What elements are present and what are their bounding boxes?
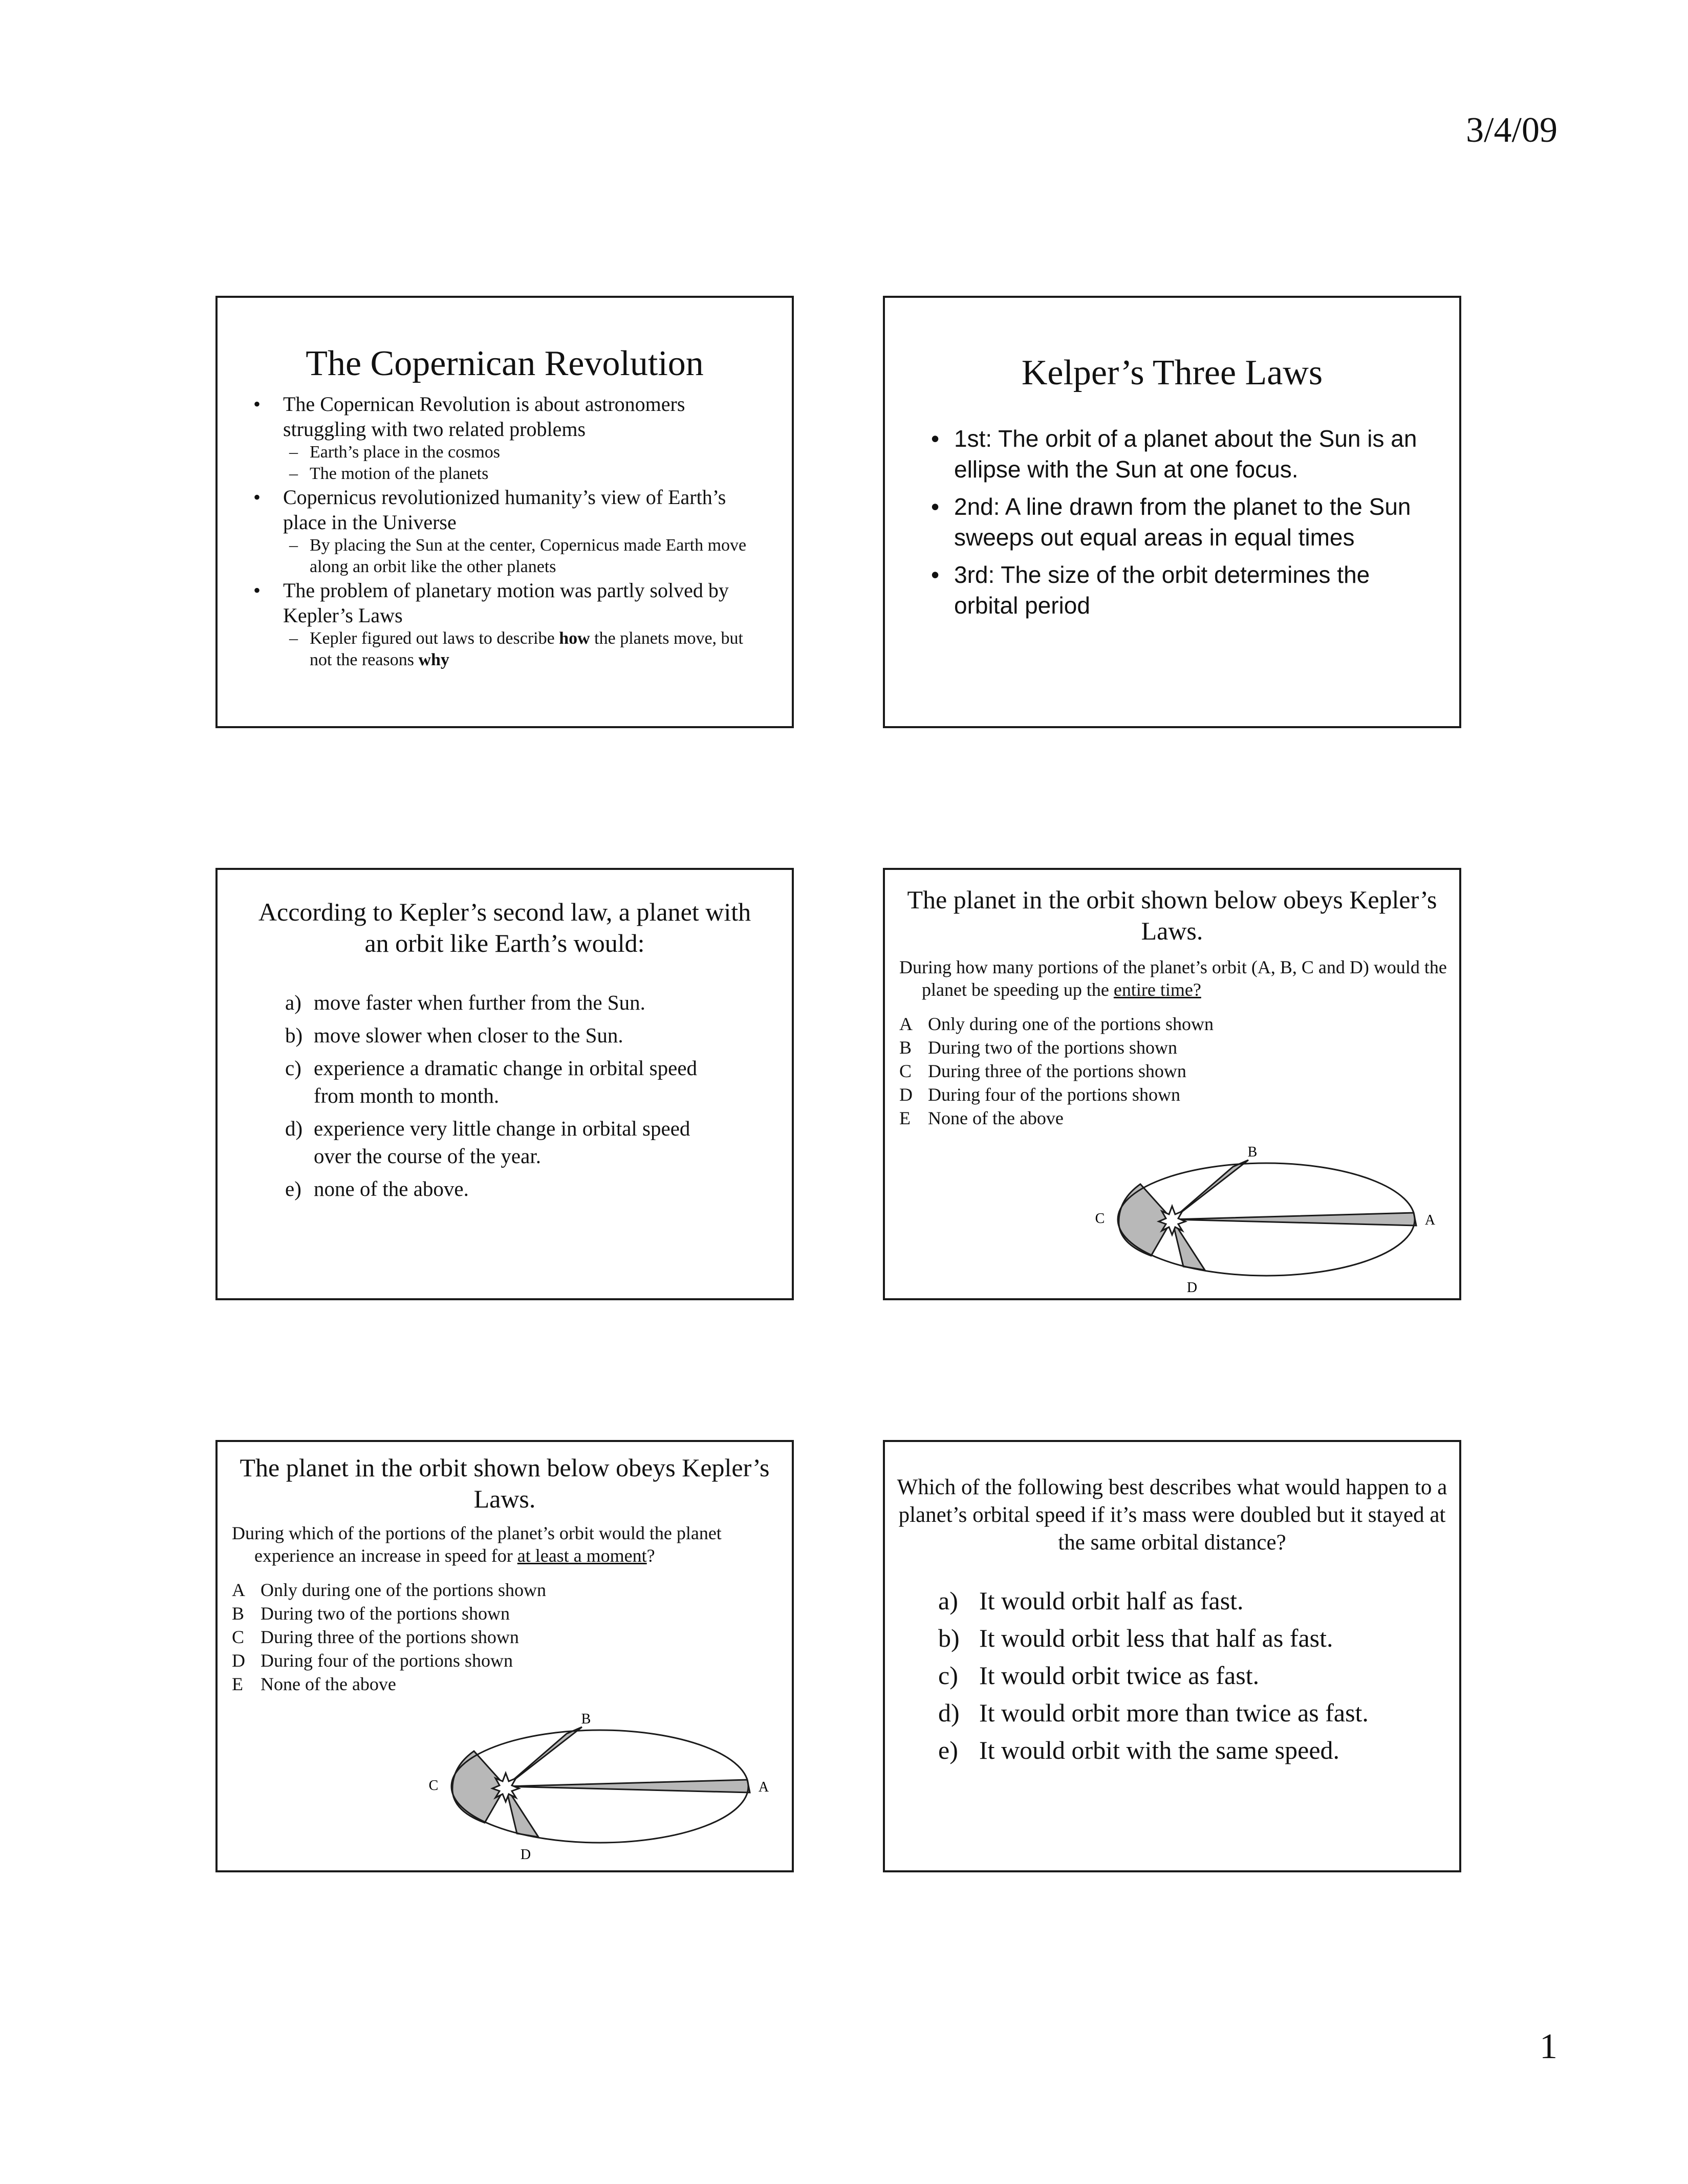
answer-choice (232, 1625, 792, 1649)
option-label: a) (285, 991, 301, 1014)
option-text: It would orbit twice as fast. (979, 1661, 1260, 1690)
option-label: a) (938, 1586, 958, 1615)
option-label: d) (938, 1698, 960, 1727)
label-b: B (1247, 1144, 1258, 1160)
answer-option (285, 1115, 792, 1170)
question-text (232, 1522, 782, 1567)
emphasis-how: how (559, 629, 590, 648)
choice-label: B (899, 1037, 912, 1058)
orbit-diagram (1090, 1136, 1458, 1299)
answer-option (938, 1585, 1459, 1616)
answer-option (285, 1175, 792, 1203)
label-b: B (581, 1711, 591, 1727)
choice-text: Only during one of the portions shown (928, 1014, 1214, 1034)
answer-choice (232, 1649, 792, 1672)
choice-label: E (899, 1108, 911, 1128)
slide-title: Kelper’s Three Laws (1021, 353, 1323, 392)
bullet-item: • 1st: The orbit of a planet about the Sun is an ellipse with the Sun at one focus. (931, 423, 1422, 485)
sector-a (1172, 1213, 1416, 1226)
choice-label: D (232, 1650, 245, 1671)
orbit-diagram (423, 1703, 792, 1866)
slide-keplers-three-laws (883, 296, 1461, 728)
slide-mass-doubled-question (883, 1440, 1461, 1872)
question-part: ? (646, 1545, 655, 1566)
slide-title: The Copernican Revolution (306, 344, 704, 383)
option-text: It would orbit with the same speed. (979, 1736, 1340, 1764)
answer-choice (232, 1602, 792, 1625)
sub-bullet-text: Kepler figured out laws to describe (310, 629, 559, 648)
choice-text: During three of the portions shown (928, 1061, 1186, 1081)
answer-option (938, 1623, 1459, 1653)
answer-choice (899, 1036, 1459, 1059)
choice-label: C (232, 1627, 245, 1647)
bullet-item: • 2nd: A line drawn from the planet to the Sun sweeps out equal areas in equal times (931, 491, 1422, 553)
choice-label: B (232, 1603, 245, 1624)
answer-choice (899, 1083, 1459, 1106)
slide-second-law-question (215, 868, 794, 1300)
emphasis-why: why (418, 650, 449, 669)
option-label: e) (285, 1177, 301, 1200)
option-label: b) (938, 1624, 960, 1652)
choice-label: A (232, 1580, 245, 1600)
answer-choice (232, 1578, 792, 1602)
choice-text: During two of the portions shown (261, 1603, 510, 1624)
choice-label: E (232, 1674, 243, 1694)
option-label: e) (938, 1736, 958, 1764)
orbit-svg (1090, 1136, 1458, 1299)
label-d: D (1186, 1280, 1198, 1296)
answer-option (285, 1054, 792, 1109)
header-date: 3/4/09 (1466, 111, 1557, 150)
question-text: Which of the following best describes what would happen to a planet’s orbital speed if it’s mass were doubled but it stayed at the same orbital distance? (897, 1475, 1447, 1555)
slide-title: According to Kepler’s second law, a planet with an orbit like Earth’s would: (258, 898, 751, 957)
question-underlined: at least a moment (517, 1545, 647, 1566)
slide-title: The planet in the orbit shown below obeys Kepler’s Laws. (240, 1453, 770, 1513)
label-c: C (1095, 1211, 1105, 1227)
bullet-list (931, 423, 1422, 621)
answer-choice (899, 1012, 1459, 1036)
option-label: b) (285, 1023, 303, 1047)
choice-text: None of the above (261, 1674, 396, 1694)
answer-option (938, 1697, 1459, 1728)
choice-label: C (899, 1061, 912, 1081)
option-text: It would orbit more than twice as fast. (979, 1698, 1369, 1727)
option-text: move slower when closer to the Sun. (314, 1023, 623, 1047)
question-part: During which of the portions of the planet’s orbit would the planet experience an increase in speed for (232, 1523, 722, 1566)
choice-text: During two of the portions shown (928, 1037, 1177, 1058)
option-text: It would orbit less that half as fast. (979, 1624, 1333, 1652)
answer-choices (899, 1012, 1459, 1130)
choice-label: A (899, 1014, 913, 1034)
bullet-list (253, 391, 755, 671)
orbit-svg (423, 1703, 792, 1866)
sub-bullet-item (253, 628, 755, 671)
option-text: none of the above. (314, 1177, 469, 1200)
answer-choice (232, 1672, 792, 1696)
question-part: During how many portions of the planet’s orbit (A, B, C and D) would the planet be speeding up the (899, 957, 1447, 1000)
sub-bullet-item: – By placing the Sun at the center, Copernicus made Earth move along an orbit like the other planets (253, 535, 755, 578)
option-label: c) (285, 1056, 301, 1080)
option-label: d) (285, 1117, 303, 1140)
slide-orbit-question-at-least-a-moment (215, 1440, 794, 1872)
choice-text: During four of the portions shown (928, 1084, 1180, 1105)
sector-a (506, 1780, 750, 1793)
answer-choice (899, 1106, 1459, 1130)
option-label: c) (938, 1661, 958, 1690)
label-a: A (1424, 1212, 1436, 1228)
bullet-item: • 3rd: The size of the orbit determines the orbital period (931, 559, 1422, 621)
option-text: It would orbit half as fast. (979, 1586, 1244, 1615)
choice-label: D (899, 1084, 913, 1105)
slide-orbit-question-entire-time (883, 868, 1461, 1300)
option-text: experience very little change in orbital speed over the course of the year. (314, 1117, 690, 1168)
choice-text: None of the above (928, 1108, 1064, 1128)
sub-bullet-text: the planets move, but not the reasons (310, 629, 743, 669)
answer-option (285, 989, 792, 1016)
option-text: experience a dramatic change in orbital speed from month to month. (314, 1056, 698, 1107)
bullet-item: • Copernicus revolutionized humanity’s view of Earth’s place in the Universe (253, 485, 755, 535)
option-text: move faster when further from the Sun. (314, 991, 645, 1014)
sub-bullet-item: – The motion of the planets (253, 463, 755, 485)
answer-option (285, 1021, 792, 1049)
bullet-item: • The Copernican Revolution is about astronomers struggling with two related problems (253, 391, 755, 442)
answer-option (938, 1735, 1459, 1765)
label-d: D (520, 1847, 531, 1863)
label-a: A (758, 1779, 769, 1795)
answer-choices (232, 1578, 792, 1696)
sub-bullet-item: – Earth’s place in the cosmos (253, 442, 755, 463)
bullet-item: • The problem of planetary motion was partly solved by Kepler’s Laws (253, 578, 755, 628)
choice-text: During three of the portions shown (261, 1627, 519, 1647)
answer-option (938, 1660, 1459, 1691)
answer-choice (899, 1059, 1459, 1083)
answer-options (938, 1585, 1459, 1765)
page-number: 1 (1540, 2027, 1557, 2066)
question-underlined: entire time? (1113, 979, 1201, 1000)
choice-text: Only during one of the portions shown (261, 1580, 546, 1600)
choice-text: During four of the portions shown (261, 1650, 513, 1671)
question-text (899, 956, 1449, 1001)
slide-title: The planet in the orbit shown below obeys Kepler’s Laws. (907, 885, 1437, 945)
slide-copernican-revolution (215, 296, 794, 728)
label-c: C (428, 1778, 439, 1794)
answer-options (285, 989, 792, 1203)
